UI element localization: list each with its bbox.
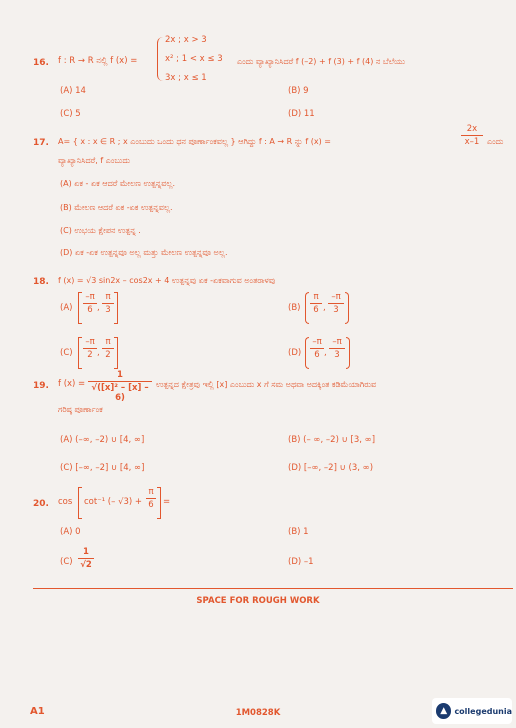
q19-frac-den: √([x]² – [x] – 6) [91, 383, 149, 403]
q16-case-2: x² ; 1 < x ≤ 3 [165, 54, 223, 64]
q20-c-num: 1 [83, 547, 89, 557]
q20-option-a: (A) 0 [60, 527, 81, 537]
q18-a-close-bracket [114, 292, 118, 324]
q19-option-b: (B) (– ∞, –2) ∪ [3, ∞] [288, 435, 376, 445]
q18-option-d-label: (D) [288, 348, 302, 358]
q17-option-d: (D) ಏಕ -ಏಕ ಉತ್ಪನ್ನವೂ ಅಲ್ಲ ಮತ್ತು ಮೇಲಣ ಉತ್ಪನ್ನವೂ ಅಲ್ಲ. [60, 248, 228, 257]
exam-page: 16. f : R → R ನಲ್ಲಿ f (x) = 2x ; x > 3 x² ; 1 < x ≤ 3 3x ; x ≤ 1 ಎಂದು ವ್ಯಾಖ್ಯಾನಿಸಿದರೆ f (–2) + f (3) + f (4) ನ ಬೆಲೆಯು (A) 14 (B) 9 (C) 5 (D) 11 17. A= { x : x ∈ R ; x ಎಂಬುದು ಒಂದು ಧನ ಪೂರ್ಣಾಂಕವಲ್ಲ } ಆಗಿದ್ದು f : A → R ನ್ನು f (x) = 2x x–1 ಎಂದು ವ್ಯಾಖ್ಯಾನಿಸಿದರೆ, f ಎಂಬುದು (A) ಏಕ - ಏಕ ಆದರೆ ಮೇಲಣ ಉತ್ಪನ್ನವಲ್ಲ. (B) ಮೇಲಣ ಆದರೆ ಏಕ -ಏಕ ಉತ್ಪನ್ನವಲ್ಲ. (C) ಉಭಯ ಕ್ಷೇಪನ ಉತ್ಪನ್ನ . (D) ಏಕ -ಏಕ ಉತ್ಪನ್ನವೂ ಅಲ್ಲ ಮತ್ತು ಮೇಲಣ ಉತ್ಪನ್ನವೂ ಅಲ್ಲ. 18. f (x) = √3 sin2x – cos2x + 4 ಉತ್ಪನ್ನವು ಏಕ -ಏಕವಾಗುವ ಅಂತರಾಳವು (A) –π 6 , π 3 (B) π 6 , –π 3 (C) –π 2 , π 2 (D) –π 6 , –π 3 19. f (x) = 1 √([x]² – [x] – 6) ಉತ್ಪನ್ನದ ಕ್ಷೇತ್ರವು ಇಲ್ಲಿ [x] ಎಂಬುದು x ಗೆ ಸಮ ಅಥವಾ ಅದಕ್ಕಿಂತ ಕಡಿಮೆಯಾಗಿರುವ ಗರಿಷ್ಠ ಪೂರ್ಣಾಂಕ (A) (–∞, –2) ∪ [4, ∞] (B) (– ∞, –2) ∪ [3, ∞] (C) [–∞, –2] ∪ [4, ∞] (D) [–∞, –2] ∪ (3, ∞) 20. cos cot⁻¹ (– √3) + π 6 = (A) 0 (B) 1 (C) 1 √2 (D) –1 SPACE FOR ROUGH WORK A1 1M0828K ▲ collegedunia [0, 0, 516, 728]
q18-d-frac-1 [310, 337, 324, 360]
q18-option-a-label: (A) [60, 303, 73, 313]
q18-b-frac-1 [310, 292, 322, 315]
question-number: 17. [33, 138, 49, 148]
q18-d-d2: 3 [334, 350, 340, 360]
q19-option-a: (A) (–∞, –2) ∪ [4, ∞] [60, 435, 145, 445]
q18-c-close-bracket [114, 337, 118, 369]
q18-c-d1: 2 [87, 350, 93, 360]
q18-c-d2: 2 [105, 350, 111, 360]
graduation-cap-icon: ▲ [436, 703, 451, 719]
q17-option-a: (A) ಏಕ - ಏಕ ಆದರೆ ಮೇಲಣ ಉತ್ಪನ್ನವಲ್ಲ. [60, 179, 176, 188]
q19-option-c: (C) [–∞, –2] ∪ [4, ∞] [60, 463, 145, 473]
q16-case-3: 3x ; x ≤ 1 [165, 73, 207, 83]
q18-c-frac-2 [102, 337, 114, 360]
collegedunia-logo [432, 698, 512, 724]
question-number: 16. [33, 58, 49, 68]
q18-b-frac-2 [328, 292, 344, 315]
q20-close-bracket [157, 487, 161, 519]
q20-option-b: (B) 1 [288, 527, 309, 537]
q18-option-c-label: (C) [60, 348, 73, 358]
q18-d-n2: –π [332, 337, 342, 347]
q18-d-d1: 6 [314, 350, 320, 360]
q20-option-d: (D) –1 [288, 557, 314, 567]
divider-line [33, 588, 513, 589]
q16-option-b: (B) 9 [288, 86, 309, 96]
q20-expr: cot⁻¹ (– √3) + [84, 497, 143, 507]
q19-option-d: (D) [–∞, –2] ∪ (3, ∞) [288, 463, 374, 473]
q17-line2: ವ್ಯಾಖ್ಯಾನಿಸಿದರೆ, f ಎಂಬುದು [58, 156, 131, 165]
q17-frac-num: 2x [466, 124, 478, 134]
rough-work-label: SPACE FOR ROUGH WORK [196, 596, 320, 606]
q18-d-frac-2 [329, 337, 345, 360]
q18-a-d2: 3 [105, 305, 111, 315]
q18-b-d1: 6 [313, 305, 319, 315]
q20-option-c-fraction [78, 547, 94, 570]
q16-tail: ಎಂದು ವ್ಯಾಖ್ಯಾನಿಸಿದರೆ f (–2) + f (3) + f (4) ನ ಬೆಲೆಯು [237, 57, 406, 66]
q16-lhs: f : R → R ನಲ್ಲಿ f (x) = [58, 56, 138, 66]
q16-option-c: (C) 5 [60, 109, 81, 119]
q18-c-n1: –π [85, 337, 95, 347]
q19-tail: ಉತ್ಪನ್ನದ ಕ್ಷೇತ್ರವು ಇಲ್ಲಿ [x] ಎಂಬುದು x ಗೆ ಸಮ ಅಥವಾ ಅದಕ್ಕಿಂತ ಕಡಿಮೆಯಾಗಿರುವ [156, 380, 377, 389]
q20-c-den: √2 [80, 560, 92, 570]
q18-stem: f (x) = √3 sin2x – cos2x + 4 ಉತ್ಪನ್ನವು ಏಕ -ಏಕವಾಗುವ ಅಂತರಾಳವು [58, 276, 276, 285]
q19-line2: ಗರಿಷ್ಠ ಪೂರ್ಣಾಂಕ [58, 405, 103, 414]
q17-fraction [461, 124, 483, 147]
q20-cos: cos [58, 497, 73, 507]
q19-fraction [88, 370, 152, 403]
q20-frac-num: π [148, 487, 154, 497]
q18-c-open-bracket [78, 337, 82, 369]
q18-a-frac-1 [83, 292, 97, 315]
paper-code: 1M0828K [235, 708, 281, 718]
q18-a-n2: π [105, 292, 111, 302]
q18-b-d2: 3 [333, 305, 339, 315]
q16-option-a: (A) 14 [60, 86, 86, 96]
q17-frac-den: x–1 [464, 137, 480, 147]
q17-line1: A= { x : x ∈ R ; x ಎಂಬುದು ಒಂದು ಧನ ಪೂರ್ಣಾಂಕವಲ್ಲ } ಆಗಿದ್ದು f : A → R ನ್ನು f (x) = [58, 137, 331, 146]
q18-a-d1: 6 [87, 305, 93, 315]
q17-line1-end: ಎಂದು [487, 137, 504, 146]
q18-b-n2: –π [331, 292, 341, 302]
q17-option-b: (B) ಮೇಲಣ ಆದರೆ ಏಕ -ಏಕ ಉತ್ಪನ್ನವಲ್ಲ. [60, 203, 173, 212]
q20-fraction [146, 487, 156, 510]
q16-brace [157, 37, 164, 81]
q18-a-n1: –π [85, 292, 95, 302]
q18-d-n1: –π [312, 337, 322, 347]
q18-b-n1: π [313, 292, 319, 302]
q20-option-c-label: (C) [60, 557, 73, 567]
q18-d-close-paren [346, 337, 350, 369]
q18-c-n2: π [105, 337, 111, 347]
q18-c-frac-1 [83, 337, 97, 360]
q18-b-open-paren [305, 292, 309, 324]
question-number: 20. [33, 499, 49, 509]
question-number: 18. [33, 277, 49, 287]
q20-open-bracket [78, 487, 82, 519]
q17-option-c: (C) ಉಭಯ ಕ್ಷೇಪನ ಉತ್ಪನ್ನ . [60, 226, 141, 235]
q18-b-close-paren [345, 292, 349, 324]
q18-a-frac-2 [102, 292, 114, 315]
q16-case-1: 2x ; x > 3 [165, 35, 207, 45]
logo-text: collegedunia [454, 706, 512, 716]
q18-a-open-bracket [78, 292, 82, 324]
q19-frac-num: 1 [117, 370, 123, 380]
q20-equals: = [163, 497, 171, 507]
q18-option-b-label: (B) [288, 303, 301, 313]
q16-option-d: (D) 11 [288, 109, 315, 119]
q19-lhs: f (x) = [58, 379, 86, 389]
q20-frac-den: 6 [148, 500, 154, 510]
q18-d-open-paren [305, 337, 309, 369]
page-code: A1 [30, 706, 45, 717]
question-number: 19. [33, 381, 49, 391]
